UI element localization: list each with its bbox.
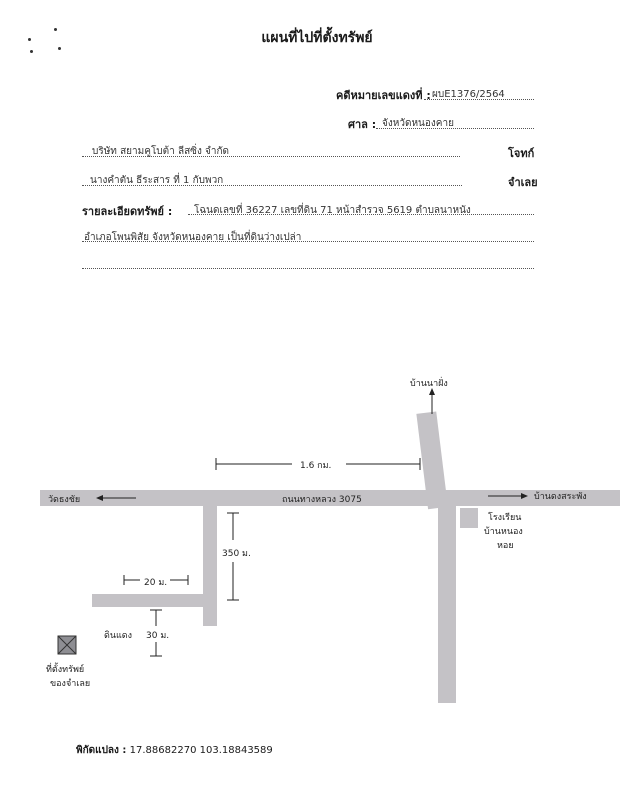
west-place-label: วัดธงชัย <box>48 495 81 505</box>
distance-end-label: 30 ม. <box>146 631 170 641</box>
coordinates-label: พิกัดแปลง : <box>76 745 127 756</box>
school-label-2: บ้านหนอง <box>484 527 523 537</box>
road-label: ถนนทางหลวง 3075 <box>282 495 362 505</box>
west-arrowhead-icon <box>96 495 103 501</box>
court-label: ศาล : <box>348 118 377 131</box>
page-title: แผนที่ไปที่ตั้งทรัพย์ <box>261 30 373 46</box>
school-label-1: โรงเรียน <box>488 513 522 523</box>
property-label: รายละเอียดทรัพย์ : <box>82 205 173 218</box>
defendant-label: จำเลย <box>508 176 538 189</box>
distance-side-label: 350 ม. <box>222 549 251 559</box>
property-line-2: อำเภอโพนพิสัย จังหวัดหนองคาย เป็นที่ดินว่างเปล่า <box>84 232 302 243</box>
coordinates <box>76 743 273 758</box>
east-village-label: บ้านดงสระพัง <box>534 492 587 502</box>
east-arrowhead-icon <box>521 493 528 499</box>
distance-main-label: 1.6 กม. <box>300 461 332 471</box>
coordinates-value: 17.88682270 103.18843589 <box>129 745 273 756</box>
distance-branch-label: 20 ม. <box>144 578 168 588</box>
court-value: จังหวัดหนองคาย <box>382 118 454 129</box>
property-line-1: โฉนดเลขที่ 36227 เลขที่ดิน 71 หน้าสำรวจ 5619 ตำบลนาหนัง <box>194 205 471 216</box>
defendant-value: นางคำตัน ธีระสาร ที่ 1 กับพวก <box>90 175 224 186</box>
school-label-3: หอย <box>497 541 514 551</box>
legend-label-1: ที่ตั้งทรัพย์ <box>46 665 85 675</box>
case-number-value: ผบE1376/2564 <box>432 89 505 100</box>
legend-label-2: ของจำเลย <box>50 679 91 689</box>
case-number-label: คดีหมายเลขแดงที่ : <box>336 89 431 102</box>
dirt-road-label: ดินแดง <box>104 631 133 641</box>
north-village-label: บ้านนาฝั่ง <box>410 379 448 389</box>
plaintiff-label: โจทก์ <box>508 147 535 160</box>
plaintiff-value: บริษัท สยามคูโบต้า ลีสซิ่ง จำกัด <box>92 146 230 157</box>
